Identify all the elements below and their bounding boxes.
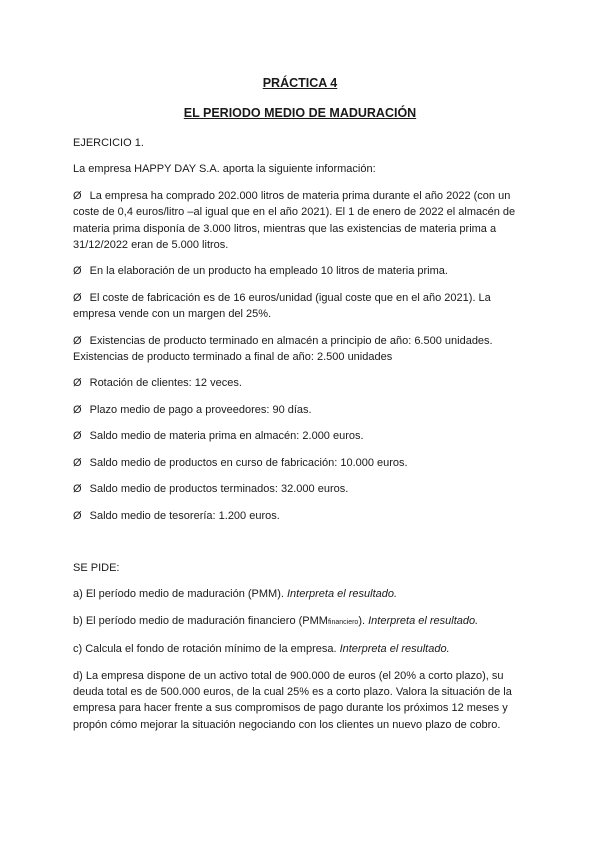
section-spacer — [73, 534, 533, 560]
bullet-text: Saldo medio de productos en curso de fabricación: 10.000 euros. — [89, 456, 408, 469]
bullet-text: Saldo medio de materia prima en almacén: 2.000 euros. — [89, 430, 364, 443]
exercise-label: EJERCICIO 1. — [73, 137, 144, 149]
question-b-text: b) El período medio de maduración financiero (PMM — [73, 614, 328, 627]
bullet-mark: Ø — [73, 483, 82, 496]
bullet-text: Plazo medio de pago a proveedores: 90 días. — [89, 403, 312, 416]
page-title: PRÁCTICA 4 — [262, 76, 338, 90]
question-b-subscript: financiero — [327, 618, 359, 626]
bullet-item — [73, 402, 533, 418]
page-subtitle: EL PERIODO MEDIO DE MADURACIÓN — [183, 106, 417, 120]
question-b — [73, 613, 533, 631]
question-b-italic: Interpreta el resultado. — [368, 614, 479, 627]
question-a-italic: Interpreta el resultado. — [286, 588, 398, 601]
question-a-text: a) El período medio de maduración (PMM). — [73, 588, 287, 601]
bullet-text: Saldo medio de productos terminados: 32.000 euros. — [89, 483, 349, 496]
bullet-item — [73, 428, 533, 444]
bullet-item — [73, 188, 533, 254]
bullet-item — [73, 263, 533, 279]
bullet-item — [73, 290, 533, 323]
bullet-item — [73, 375, 533, 391]
bullet-mark: Ø — [73, 265, 82, 278]
bullet-item — [73, 455, 533, 471]
bullet-mark: Ø — [73, 189, 82, 202]
question-d: d) La empresa dispone de un activo total de 900.000 de euros (el 20% a corto plazo), su deuda total es de 500.000 euros, de la cual 25% es a corto plazo. Valora la situación de la empresa para hacer frente a sus compromisos de pago durante los próximos 12 meses y propón cómo mejorar la situación negociando con los clientes un nuevo plazo de cobro. — [73, 669, 512, 731]
bullet-mark: Ø — [73, 456, 82, 469]
question-c — [73, 641, 533, 657]
bullet-text: Saldo medio de tesorería: 1.200 euros. — [89, 509, 280, 522]
bullet-text: Existencias de producto terminado en almacén a principio de año: 6.500 unidades. Existencias de producto terminado a final de año: 2.500 unidades — [73, 334, 493, 364]
bullet-mark: Ø — [73, 291, 82, 304]
bullet-mark: Ø — [73, 403, 82, 416]
question-c-text: c) Calcula el fondo de rotación mínimo de la empresa. — [73, 643, 340, 656]
bullet-item — [73, 508, 533, 524]
bullet-text: La empresa ha comprado 202.000 litros de materia prima durante el año 2022 (con un coste de 0,4 euros/litro –al igual que en el año 2021). El 1 de enero de 2022 el almacén de materia prima disponía de 3.000 litros, mientras que las existencias de materia prima a 31/12/2022 eran de 5.000 litros. — [73, 189, 516, 252]
question-c-italic: Interpreta el resultado. — [339, 643, 450, 656]
question-b-text-after: ). — [358, 614, 369, 627]
bullet-item — [73, 481, 533, 497]
bullet-text: En la elaboración de un producto ha empleado 10 litros de materia prima. — [89, 265, 448, 278]
question-a — [73, 586, 533, 602]
bullet-text: El coste de fabricación es de 16 euros/unidad (igual coste que en el año 2021). La empresa vende con un margen del 25%. — [73, 291, 491, 321]
bullet-mark: Ø — [73, 334, 82, 347]
document-body — [73, 135, 533, 743]
bullet-mark: Ø — [73, 377, 82, 390]
bullet-mark: Ø — [73, 509, 82, 522]
se-pide-heading: SE PIDE: — [73, 561, 120, 574]
bullet-item — [73, 333, 533, 366]
bullet-mark: Ø — [73, 430, 82, 443]
bullet-text: Rotación de clientes: 12 veces. — [89, 377, 242, 390]
intro-paragraph: La empresa HAPPY DAY S.A. aporta la siguiente información: — [73, 163, 376, 176]
